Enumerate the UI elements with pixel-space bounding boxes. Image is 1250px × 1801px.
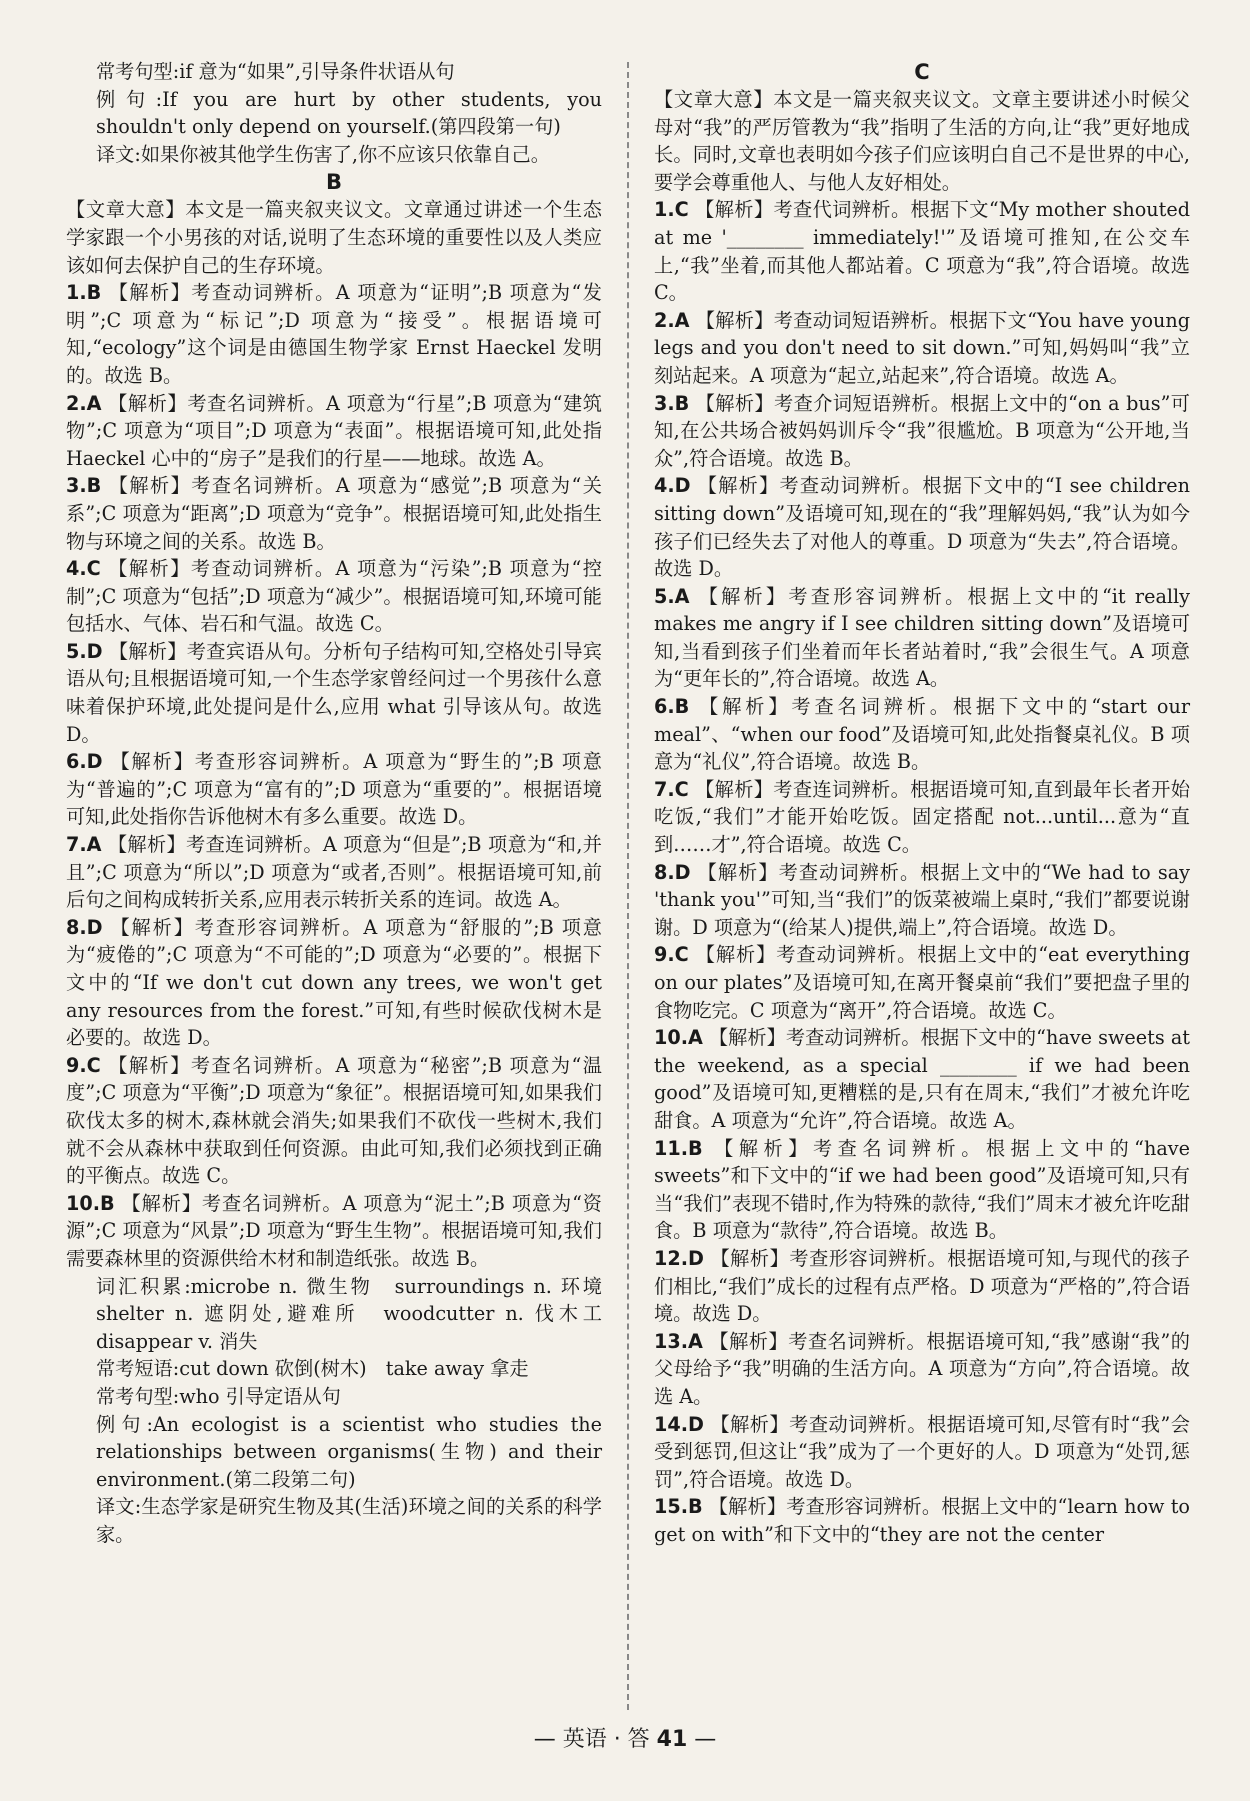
answer-explanation: 【解析】考查动词短语辨析。根据下文“You have young legs and you don't need to sit down.”可知,妈妈叫“我”立刻站起来。A 项意为“起立,站起来”,符合语境。故选 A。 — [654, 308, 1190, 387]
answer-item — [66, 914, 602, 1052]
sentence-pattern-1: 常考句型:if 意为“如果”,引导条件状语从句 — [96, 60, 455, 83]
answer-item — [654, 307, 1190, 390]
answer-item — [654, 1024, 1190, 1134]
answer-explanation: 【解析】考查连词辨析。根据语境可知,直到最年长者开始吃饭,“我们”才能开始吃饭。固定搭配 not...until...意为“直到……才”,符合语境。故选 C。 — [654, 777, 1190, 857]
footer-suffix: — — [687, 1727, 717, 1752]
answer-number: 7.A — [66, 833, 102, 857]
answer-explanation: 【解析】考查动词辨析。根据上文中的“We had to say 'thank you'”可知,当“我们”的饭菜被端上桌时,“我们”都要说谢谢。D 项意为“(给某人)提供,端上”,符合语境。故选 D。 — [654, 860, 1190, 939]
answer-number: 2.A — [66, 391, 102, 415]
answer-number: 8.D — [66, 915, 103, 939]
answer-item — [66, 279, 602, 389]
answer-number: 9.C — [654, 943, 689, 967]
answer-item — [66, 390, 602, 473]
answer-number: 4.D — [654, 474, 691, 498]
answer-explanation: 【解析】考查动词辨析。根据上文中的“eat everything on our plates”及语境可知,在离开餐桌前“我们”要把盘子里的食物吃完。C 项意为“离开”,符合语境。故选 C。 — [654, 943, 1190, 1022]
answer-number: 6.B — [654, 695, 690, 719]
left-column — [66, 58, 622, 1548]
answer-explanation: 【解析】考查名词辨析。A 项意为“秘密”;B 项意为“温度”;C 项意为“平衡”;D 项意为“象征”。根据语境可知,如果我们砍伐太多的树木,森林就会消失;如果我们不砍伐一些树木,我们就不会从森林中获取到任何资源。由此可知,我们必须找到正确的平衡点。故选 C。 — [66, 1053, 602, 1188]
answer-item — [66, 831, 602, 914]
answer-number: 14.D — [654, 1412, 704, 1436]
answer-item — [66, 1052, 602, 1190]
answer-item — [66, 472, 602, 555]
answer-item — [654, 776, 1190, 859]
left-bottom-block — [66, 1273, 622, 1549]
answer-explanation: 【解析】考查名词辨析。A 项意为“感觉”;B 项意为“关系”;C 项意为“距离”;D 项意为“竞争”。根据语境可知,此处指生物与环境之间的关系。故选 B。 — [66, 474, 602, 553]
answer-number: 3.B — [654, 391, 690, 415]
answer-number: 6.D — [66, 750, 103, 774]
answer-item — [654, 1493, 1190, 1548]
answer-explanation: 【解析】考查动词辨析。根据下文中的“I see children sitting down”及语境可知,现在的“我”理解妈妈,“我”认为如今孩子们已经失去了对他人的尊重。D 项意为“失去”,符合语境。故选 D。 — [654, 474, 1191, 581]
answer-explanation: 【解析】考查代词辨析。根据下文“My mother shouted at me '________ immediately!'”及语境可推知,在公交车上,“我”坐着,而其他人都站着。C 项意为“我”,符合语境。故选 C。 — [654, 198, 1190, 305]
section-b-answers — [66, 279, 602, 1272]
translation-2: 译文:生态学家是研究生物及其(生活)环境之间的关系的科学家。 — [96, 1495, 602, 1546]
phrases: 常考短语:cut down 砍倒(树木) take away 拿走 — [96, 1357, 529, 1381]
answer-explanation: 【解析】考查形容词辨析。根据上文中的“it really makes me angry if I see children sitting down”及语境可知,当看到孩子们坐着而年长者站着时,“我”会很生气。A 项意为“更年长的”,符合语境。故选 A。 — [654, 584, 1190, 691]
answer-number: 7.C — [654, 777, 689, 801]
answer-number: 5.D — [66, 639, 103, 663]
answer-explanation: 【解析】考查动词辨析。根据下文中的“have sweets at the weekend, as a special ________ if we had been good”及语境可知,更糟糕的是,只有在周末,“我们”才被允许吃甜食。A 项意为“允许”,符合语境。故选 A。 — [654, 1026, 1190, 1132]
left-top-block — [66, 58, 602, 168]
answer-item — [654, 472, 1190, 582]
footer-prefix: — 英语 · 答 — [533, 1727, 657, 1752]
section-b-title: B — [325, 170, 342, 195]
answer-explanation: 【解析】考查宾语从句。分析句子结构可知,空格处引导宾语从句;且根据语境可知,一个生态学家曾经问过一个男孩什么意味着保护环境,此处提问是什么,应用 what 引导该从句。故选 D。 — [66, 639, 602, 746]
answer-item — [654, 1328, 1190, 1411]
answer-number: 4.C — [66, 557, 101, 581]
section-b-summary: 【文章大意】本文是一篇夹叙夹议文。文章通过讲述一个生态学家跟一个小男孩的对话,说明了生态环境的重要性以及人类应该如何去保护自己的生存环境。 — [66, 198, 602, 277]
answer-item — [66, 555, 602, 638]
vocabulary: 词汇积累:microbe n. 微生物 surroundings n. 环境 shelter n. 遮阴处,避难所 woodcutter n. 伐木工 disappear v. 消失 — [96, 1274, 622, 1353]
answer-item — [654, 693, 1190, 776]
answer-item — [654, 1135, 1190, 1245]
answer-item — [654, 583, 1190, 693]
answer-item — [654, 859, 1190, 942]
answer-explanation: 【解析】考查名词辨析。A 项意为“泥土”;B 项意为“资源”;C 项意为“风景”;D 项意为“野生生物”。根据语境可知,我们需要森林里的资源供给木材和制造纸张。故选 B。 — [66, 1191, 602, 1270]
answer-number: 10.B — [66, 1191, 115, 1215]
answer-explanation: 【解析】考查名词辨析。根据下文中的“start our meal”、“when our food”及语境可知,此处指餐桌礼仪。B 项意为“礼仪”,符合语境。故选 B。 — [654, 695, 1190, 774]
answer-explanation: 【解析】考查形容词辨析。A 项意为“舒服的”;B 项意为“疲倦的”;C 项意为“不可能的”;D 项意为“必要的”。根据下文中的“If we don't cut down any trees, we won't get any resources from the forest.”可知,有些时候砍伐树木是必要的。故选 D。 — [66, 915, 602, 1050]
answer-number: 10.A — [654, 1026, 703, 1050]
answer-number: 15.B — [654, 1495, 703, 1519]
answer-number: 2.A — [654, 308, 690, 332]
answer-number: 8.D — [654, 860, 691, 884]
answer-item — [654, 1245, 1190, 1328]
column-divider — [627, 62, 629, 1710]
answer-item — [654, 1411, 1190, 1494]
answer-item — [654, 941, 1190, 1024]
section-c-title: C — [914, 60, 930, 84]
answer-number: 11.B — [654, 1136, 703, 1160]
answer-explanation: 【解析】考查介词短语辨析。根据上文中的“on a bus”可知,在公共场合被妈妈训斥令“我”很尴尬。B 项意为“公开地,当众”,符合语境。故选 B。 — [654, 391, 1190, 470]
answer-number: 3.B — [66, 474, 102, 498]
answer-item — [66, 1190, 602, 1273]
right-column — [654, 58, 1190, 1548]
answer-item — [654, 196, 1190, 306]
answer-explanation: 【解析】考查连词辨析。A 项意为“但是”;B 项意为“和,并且”;C 项意为“所以”;D 项意为“或者,否则”。根据语境可知,前后句之间构成转折关系,应用表示转折关系的连词。故选 A。 — [66, 833, 602, 912]
answer-item — [654, 390, 1190, 473]
section-c-answers — [654, 196, 1190, 1548]
answer-explanation: 【解析】考查动词辨析。根据语境可知,尽管有时“我”会受到惩罚,但这让“我”成为了一个更好的人。D 项意为“处罚,惩罚”,符合语境。故选 D。 — [654, 1412, 1190, 1491]
example-sentence-2: 例句:An ecologist is a scientist who studies the relationships between organisms(生物) and their environment.(第二段第二句) — [96, 1412, 602, 1491]
answer-number: 12.D — [654, 1246, 704, 1270]
answer-number: 13.A — [654, 1329, 703, 1353]
answer-explanation: 【解析】考查形容词辨析。根据语境可知,与现代的孩子们相比,“我们”成长的过程有点严格。D 项意为“严格的”,符合语境。故选 D。 — [654, 1246, 1190, 1326]
answer-number: 1.C — [654, 198, 689, 222]
answer-explanation: 【解析】考查动词辨析。A 项意为“证明”;B 项意为“发明”;C 项意为“标记”;D 项意为“接受”。根据语境可知,“ecology”这个词是由德国生物学家 Ernst Haeckel 发明的。故选 B。 — [66, 281, 602, 387]
section-c-summary: 【文章大意】本文是一篇夹叙夹议文。文章主要讲述小时候父母对“我”的严厉管教为“我”指明了生活的方向,让“我”更好地成长。同时,文章也表明如今孩子们应该明白自己不是世界的中心,要学会尊重他人、与他人友好相处。 — [654, 88, 1190, 194]
answer-explanation: 【解析】考查名词辨析。根据上文中的“have sweets”和下文中的“if we had been good”及语境可知,只有当“我们”表现不错时,作为特殊的款待,“我们”周末才被允许吃甜食。B 项意为“款待”,符合语境。故选 B。 — [654, 1136, 1190, 1243]
page-number: 41 — [656, 1727, 688, 1752]
answer-explanation: 【解析】考查形容词辨析。A 项意为“野生的”;B 项意为“普遍的”;C 项意为“富有的”;D 项意为“重要的”。根据语境可知,此处指你告诉他树木有多么重要。故选 D。 — [66, 750, 602, 829]
answer-explanation: 【解析】考查形容词辨析。根据上文中的“learn how to get on with”和下文中的“they are not the center — [654, 1495, 1190, 1546]
answer-explanation: 【解析】考查名词辨析。A 项意为“行星”;B 项意为“建筑物”;C 项意为“项目”;D 项意为“表面”。根据语境可知,此处指 Haeckel 心中的“房子”是我们的行星——地球。故选 A。 — [66, 391, 602, 470]
sentence-pattern-2: 常考句型:who 引导定语从句 — [96, 1384, 341, 1408]
translation-1: 译文:如果你被其他学生伤害了,你不应该只依靠自己。 — [96, 142, 550, 166]
answer-explanation: 【解析】考查动词辨析。A 项意为“污染”;B 项意为“控制”;C 项意为“包括”;D 项意为“减少”。根据语境可知,环境可能包括水、气体、岩石和气温。故选 C。 — [66, 557, 602, 636]
answer-item — [66, 638, 602, 748]
answer-number: 1.B — [66, 281, 102, 305]
answer-item — [66, 748, 602, 831]
answer-number: 5.A — [654, 584, 690, 608]
page-footer — [0, 1722, 1250, 1753]
answer-explanation: 【解析】考查名词辨析。根据语境可知,“我”感谢“我”的父母给予“我”明确的生活方向。A 项意为“方向”,符合语境。故选 A。 — [654, 1329, 1190, 1408]
answer-number: 9.C — [66, 1053, 101, 1077]
example-sentence-1: 例句:If you are hurt by other students, you shouldn't only depend on yourself.(第四段第一句) — [96, 87, 602, 139]
